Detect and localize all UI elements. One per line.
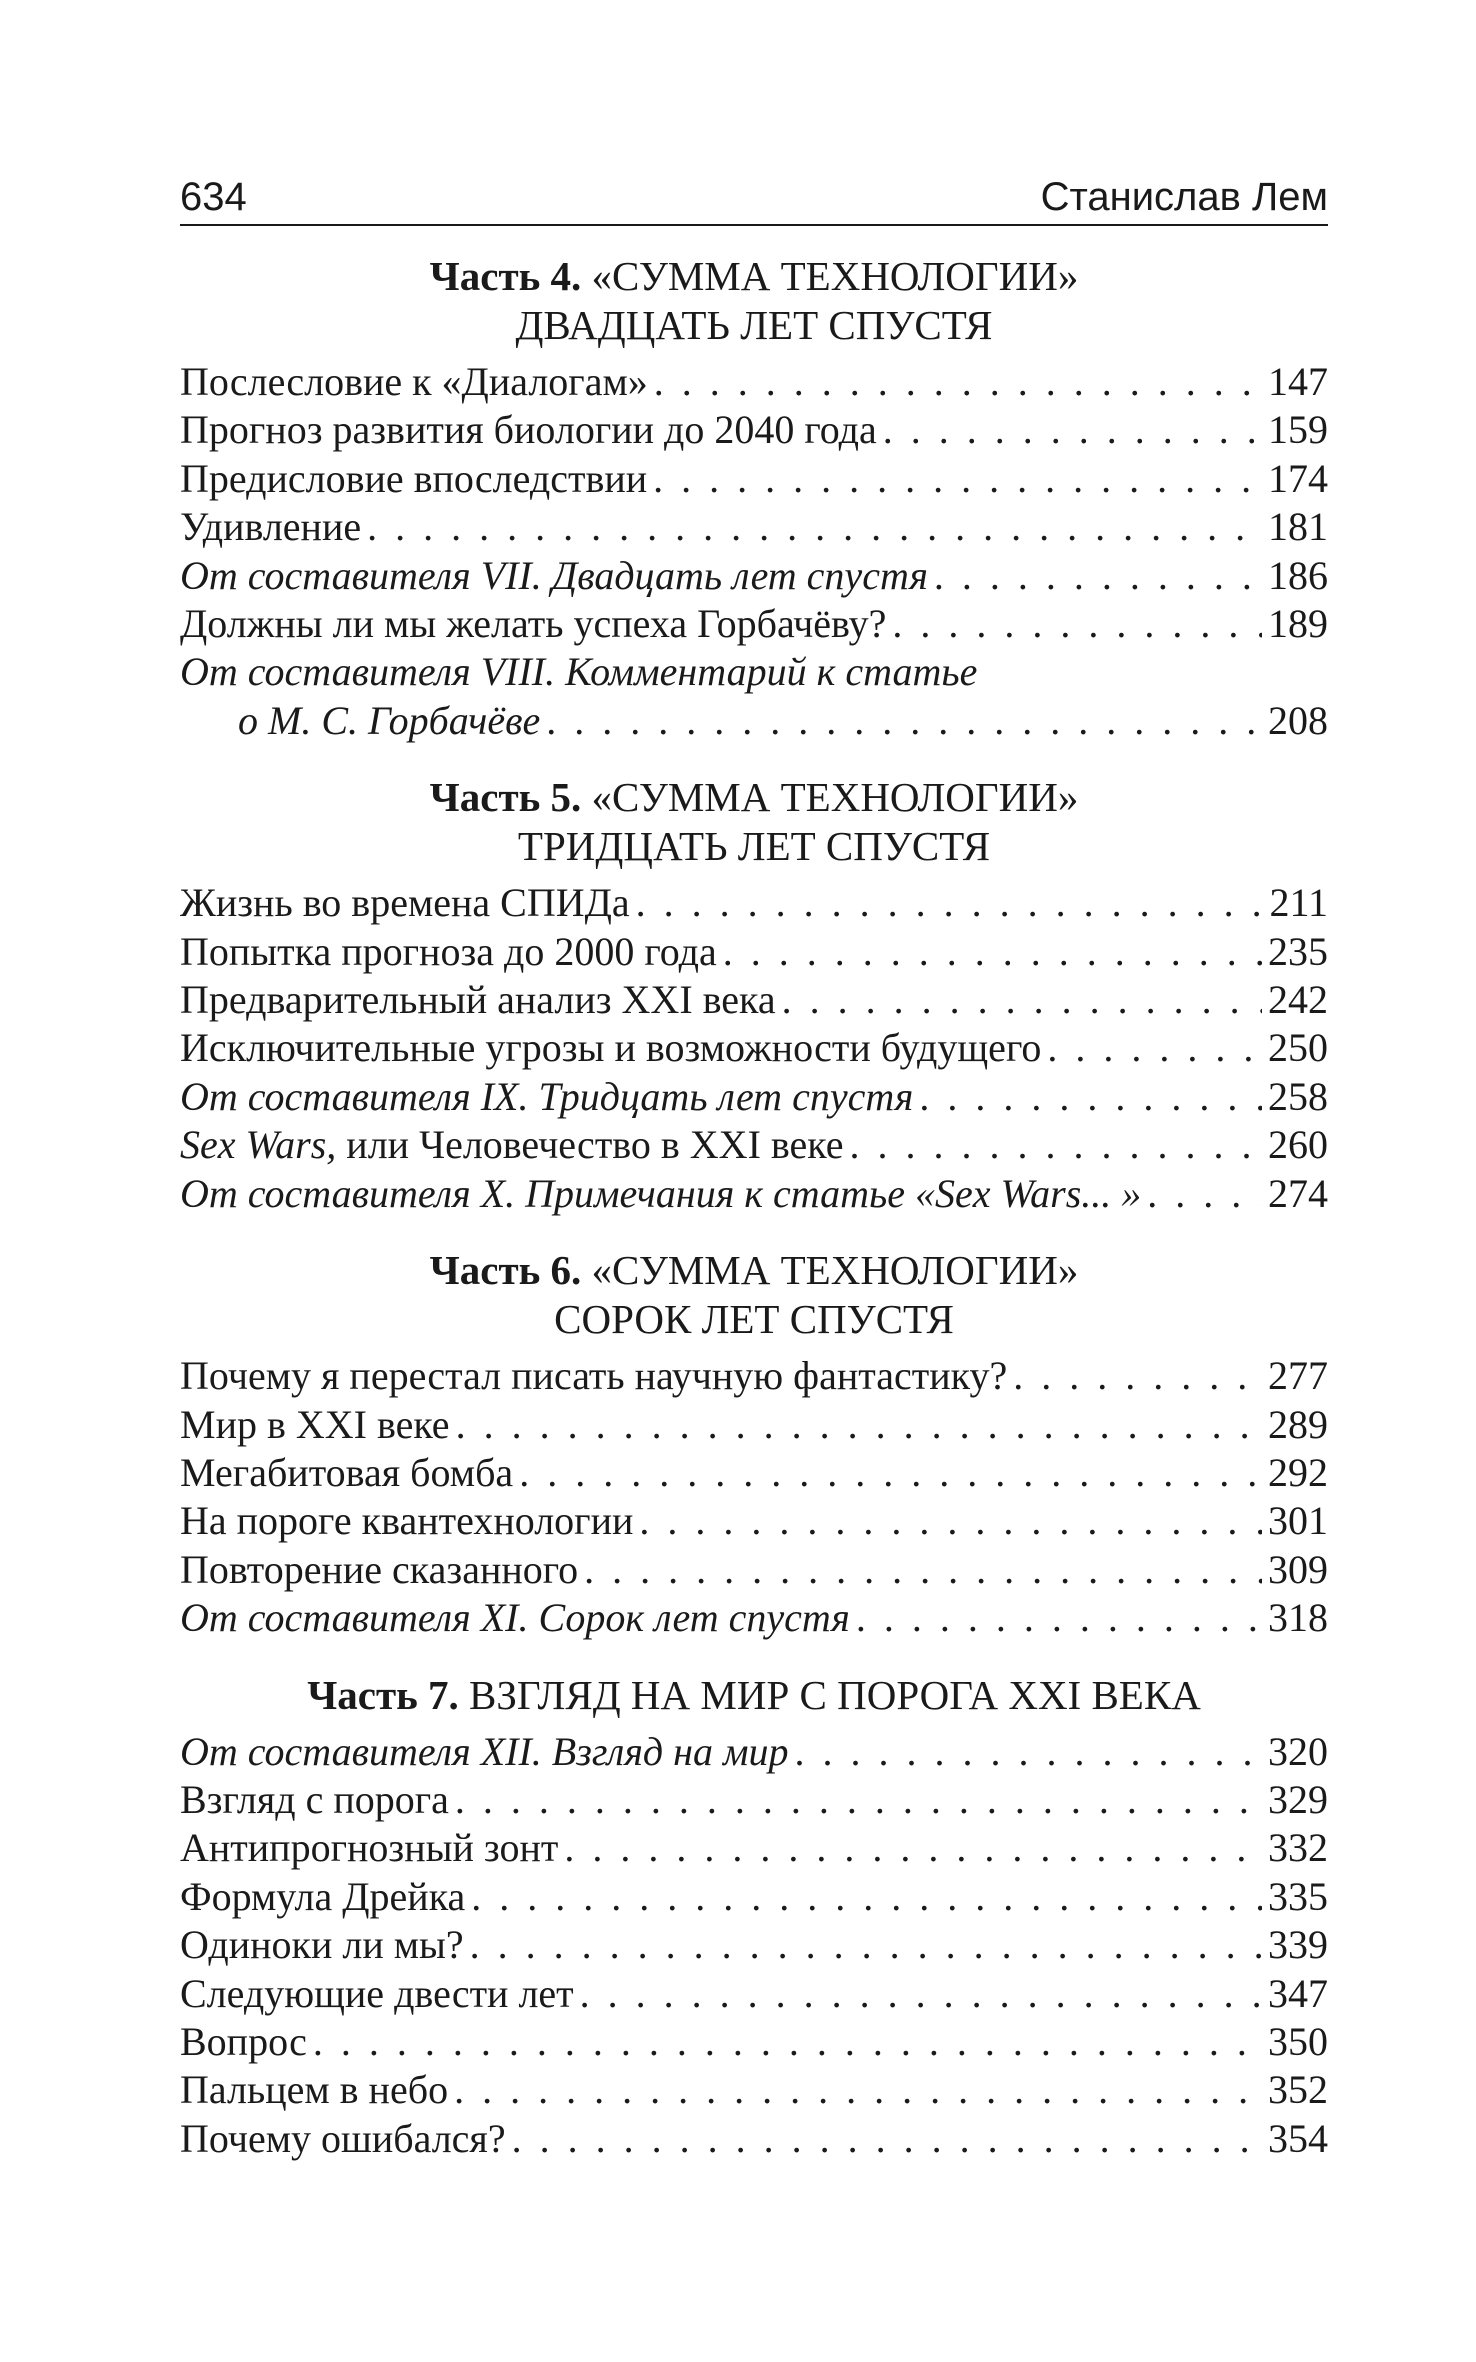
entry-title: От составителя IX. Тридцать лет спустя — [180, 1073, 914, 1119]
entry-page: 159 — [1268, 407, 1328, 453]
entry-title-wrap — [180, 976, 776, 1024]
toc-entry — [180, 1824, 1328, 1872]
entry-page: 235 — [1268, 928, 1328, 974]
toc-entry — [180, 1546, 1328, 1594]
entry-page: 258 — [1268, 1073, 1328, 1119]
entry-title: Одиноки ли мы? — [180, 1922, 464, 1968]
part-heading — [180, 1246, 1328, 1344]
entry-title-wrap — [180, 1594, 850, 1642]
toc-entry — [180, 928, 1328, 976]
entry-page: 332 — [1268, 1825, 1328, 1871]
entry-title-wrap — [180, 1024, 1041, 1072]
entry-title: Почему ошибался? — [180, 2115, 506, 2161]
entry-page: 289 — [1268, 1401, 1328, 1447]
entry-page: 320 — [1268, 1728, 1328, 1774]
part-subtitle: ДВАДЦАТЬ ЛЕТ СПУСТЯ — [515, 302, 993, 348]
leader-dots — [883, 406, 1262, 454]
entry-title: Почему я перестал писать научную фантастику? — [180, 1353, 1008, 1399]
toc-entry — [180, 503, 1328, 551]
entry-title: или Человечество в XXI веке — [336, 1122, 844, 1168]
toc-entry — [180, 1594, 1328, 1642]
toc-entry — [180, 1401, 1328, 1449]
entry-title: Исключительные угрозы и возможности будущего — [180, 1025, 1042, 1071]
page-number: 634 — [180, 175, 247, 219]
entry-title: От составителя X. Примечания к статье «Sex Wars... » — [180, 1170, 1142, 1216]
part-title: «СУММА ТЕХНОЛОГИИ» — [591, 1247, 1079, 1294]
toc-entry — [180, 1497, 1328, 1545]
part-title: «СУММА ТЕХНОЛОГИИ» — [591, 774, 1079, 821]
entry-title: Формула Дрейка — [180, 1873, 466, 1919]
entry-page: 211 — [1269, 880, 1328, 926]
entry-page: 277 — [1268, 1353, 1328, 1399]
toc-entry — [180, 406, 1328, 454]
entry-page: 352 — [1268, 2067, 1328, 2113]
leader-dots — [636, 879, 1264, 927]
entry-page: 350 — [1268, 2018, 1328, 2064]
toc-entry — [180, 1970, 1328, 2018]
entry-title: Взгляд с порога — [180, 1776, 449, 1822]
leader-dots — [849, 1121, 1262, 1169]
leader-dots — [919, 1073, 1262, 1121]
part-label: Часть 7. — [307, 1671, 459, 1718]
part-label: Часть 5. — [429, 774, 582, 821]
entry-page: 335 — [1268, 1873, 1328, 1919]
leader-dots — [653, 455, 1262, 503]
entry-title-wrap — [180, 1728, 789, 1776]
entry-title: Прогноз развития биологии до 2040 года — [180, 407, 877, 453]
part-subtitle: СОРОК ЛЕТ СПУСТЯ — [554, 1296, 954, 1343]
part-heading-line1 — [180, 773, 1328, 822]
running-head — [180, 160, 1328, 220]
part-subtitle: ТРИДЦАТЬ ЛЕТ СПУСТЯ — [517, 823, 991, 870]
entry-title-wrap — [180, 1970, 574, 2018]
entry-list — [180, 879, 1328, 1218]
toc-entry — [180, 648, 1328, 696]
entry-page: 329 — [1268, 1776, 1328, 1822]
leader-dots — [892, 600, 1262, 648]
leader-dots — [456, 1401, 1262, 1449]
entry-title-wrap — [180, 406, 877, 454]
entry-title-wrap — [180, 552, 928, 600]
leader-dots — [367, 503, 1262, 551]
part-label: Часть 6. — [429, 1247, 582, 1294]
leader-dots — [584, 1546, 1262, 1594]
toc-part — [180, 773, 1328, 1218]
entry-title: Пальцем в небо — [180, 2067, 449, 2113]
entry-title-wrap — [180, 1921, 464, 1969]
toc-entry — [180, 976, 1328, 1024]
part-heading-line1 — [180, 252, 1328, 301]
entry-title: От составителя VII. Двадцать лет спустя — [180, 552, 928, 598]
part-heading — [180, 1671, 1328, 1720]
entry-title: Предварительный анализ XXI века — [180, 977, 776, 1023]
toc-entry — [180, 1873, 1328, 1921]
entry-page: 260 — [1268, 1122, 1328, 1168]
toc-part — [180, 252, 1328, 745]
entry-title-wrap — [180, 1449, 513, 1497]
entry-title: Должны ли мы желать успеха Горбачёву? — [180, 601, 887, 647]
entry-title-wrap — [180, 1546, 578, 1594]
entry-page: 274 — [1268, 1170, 1328, 1216]
entry-page: 242 — [1268, 977, 1328, 1023]
entry-title: Повторение сказанного — [180, 1546, 579, 1592]
leader-dots — [639, 1497, 1262, 1545]
entry-page: 174 — [1268, 455, 1328, 501]
leader-dots — [454, 2066, 1262, 2114]
entry-page: 181 — [1268, 504, 1328, 550]
entry-title-italic-part: Sex Wars, — [180, 1122, 337, 1168]
entry-title: Предисловие впоследствии — [180, 455, 648, 501]
header-rule — [180, 224, 1328, 226]
entry-title-wrap — [180, 928, 717, 976]
leader-dots — [470, 1921, 1262, 1969]
toc-entry — [180, 358, 1328, 406]
toc-entry — [180, 1449, 1328, 1497]
toc-part — [180, 1671, 1328, 2164]
entry-title-wrap — [180, 455, 647, 503]
toc-entry — [180, 600, 1328, 648]
leader-dots — [519, 1449, 1262, 1497]
toc-part — [180, 1246, 1328, 1642]
entry-title: Вопрос — [180, 2018, 307, 2064]
entry-title-wrap — [180, 1121, 843, 1169]
entry-title: Мир в XXI веке — [180, 1401, 450, 1447]
entry-page: 339 — [1268, 1922, 1328, 1968]
toc-entry — [180, 1121, 1328, 1169]
part-label: Часть 4. — [429, 253, 582, 299]
leader-dots — [782, 976, 1262, 1024]
entry-title: Мегабитовая бомба — [180, 1449, 514, 1495]
entry-list — [180, 358, 1328, 745]
leader-dots — [856, 1594, 1262, 1642]
leader-dots — [313, 2018, 1262, 2066]
toc-entry — [180, 552, 1328, 600]
toc-entry — [180, 1170, 1328, 1218]
leader-dots — [512, 2115, 1262, 2163]
part-heading-line1 — [180, 1246, 1328, 1295]
toc-entry — [180, 1921, 1328, 1969]
toc-entry — [180, 2066, 1328, 2114]
entry-title: От составителя VIII. Комментарий к статье — [180, 649, 978, 695]
entry-title-wrap — [180, 1352, 1007, 1400]
entry-title-wrap — [180, 1401, 450, 1449]
entry-page: 147 — [1268, 359, 1328, 404]
entry-title-wrap — [180, 2018, 307, 2066]
entry-list — [180, 1352, 1328, 1642]
entry-title: Жизнь во времена СПИДа — [180, 880, 630, 926]
entry-list — [180, 1728, 1328, 2164]
entry-title-wrap — [180, 1873, 465, 1921]
toc-entry — [180, 2115, 1328, 2163]
entry-title: Следующие двести лет — [180, 1970, 574, 2016]
toc-entry — [180, 455, 1328, 503]
entry-title-wrap — [180, 600, 886, 648]
running-head-author: Станислав Лем — [1040, 175, 1328, 219]
entry-title-wrap — [180, 1497, 633, 1545]
leader-dots — [1013, 1352, 1262, 1400]
leader-dots — [455, 1776, 1262, 1824]
entry-title-wrap — [180, 2115, 506, 2163]
entry-page: 250 — [1268, 1025, 1328, 1071]
leader-dots — [1047, 1024, 1262, 1072]
entry-page: 301 — [1268, 1498, 1328, 1544]
entry-page: 186 — [1268, 552, 1328, 598]
toc-entry — [180, 2018, 1328, 2066]
part-title: «СУММА ТЕХНОЛОГИИ» — [591, 253, 1079, 299]
entry-title: Попытка прогноза до 2000 года — [180, 928, 717, 974]
leader-dots — [1147, 1170, 1262, 1218]
leader-dots — [795, 1728, 1262, 1776]
entry-title: От составителя XII. Взгляд на мир — [180, 1728, 789, 1774]
toc-entry — [180, 1776, 1328, 1824]
entry-page: 309 — [1268, 1546, 1328, 1592]
leader-dots — [471, 1873, 1262, 1921]
entry-title-wrap — [180, 358, 648, 406]
entry-title-wrap — [180, 1776, 449, 1824]
part-heading — [180, 773, 1328, 871]
table-of-contents — [180, 252, 1328, 2175]
leader-dots — [723, 928, 1262, 976]
part-heading — [180, 252, 1328, 350]
entry-title: Послесловие к «Диалогам» — [180, 359, 648, 404]
entry-title: На пороге квантехнологии — [180, 1498, 634, 1544]
entry-title: Антипрогнозный зонт — [180, 1825, 559, 1871]
entry-page: 354 — [1268, 2115, 1328, 2161]
part-title: ВЗГЛЯД НА МИР С ПОРОГА XXI ВЕКА — [469, 1671, 1201, 1718]
entry-title-continuation: о М. С. Горбачёве — [238, 697, 541, 743]
toc-entry — [180, 879, 1328, 927]
entry-page: 189 — [1268, 601, 1328, 647]
entry-title-wrap — [180, 2066, 448, 2114]
entry-title-wrap — [180, 1824, 558, 1872]
leader-dots — [580, 1970, 1262, 2018]
entry-page: 208 — [1268, 697, 1328, 743]
leader-dots — [546, 697, 1262, 745]
entry-title-wrap — [180, 1073, 913, 1121]
toc-entry — [180, 1728, 1328, 1776]
entry-page: 347 — [1268, 1970, 1328, 2016]
entry-title-wrap — [180, 503, 361, 551]
leader-dots — [564, 1824, 1262, 1872]
entry-title: Удивление — [180, 504, 362, 550]
entry-page: 292 — [1268, 1449, 1328, 1495]
entry-title-wrap — [180, 1170, 1141, 1218]
entry-page: 318 — [1268, 1595, 1328, 1641]
toc-entry-continuation — [180, 697, 1328, 745]
leader-dots — [654, 358, 1262, 406]
leader-dots — [934, 552, 1262, 600]
entry-title: От составителя XI. Сорок лет спустя — [180, 1595, 850, 1641]
toc-entry — [180, 1073, 1328, 1121]
toc-entry — [180, 1352, 1328, 1400]
entry-title-wrap — [180, 879, 630, 927]
toc-entry — [180, 1024, 1328, 1072]
part-heading-line1 — [180, 1671, 1328, 1720]
